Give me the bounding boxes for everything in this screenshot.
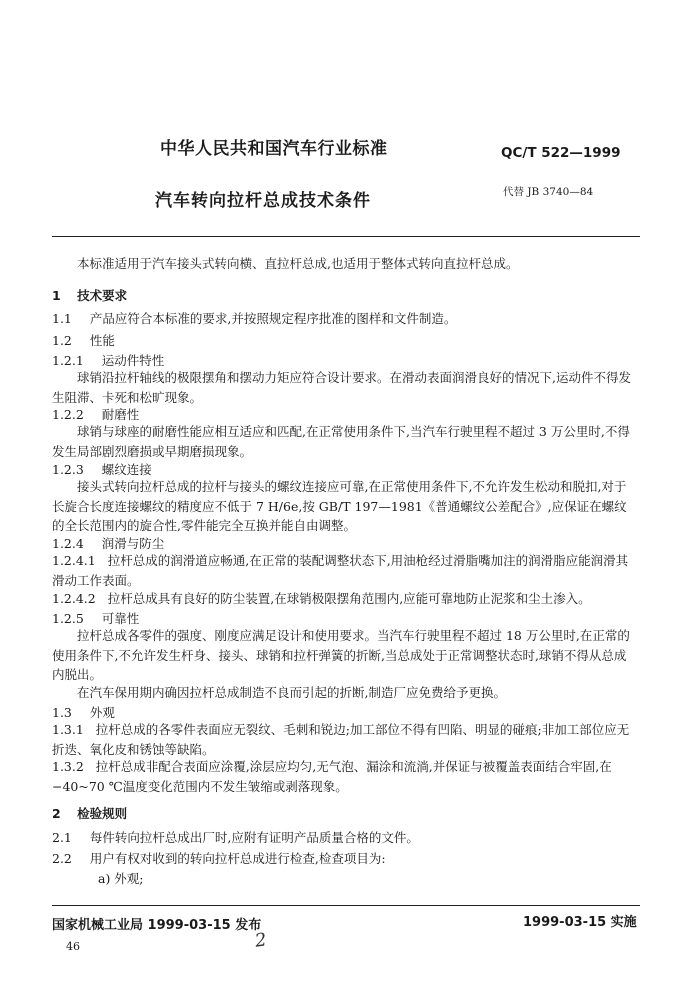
clause-2-1 [52, 828, 419, 847]
clause-number: 1.2.4 [52, 536, 84, 551]
clause-title: 运动件特性 [101, 353, 165, 368]
clause-number: 1.2 [52, 333, 72, 348]
clause-1-2-5-paragraph-2: 在汽车保用期内确因拉杆总成制造不良而引起的折断,制造厂应免费给予更换。 [77, 685, 506, 700]
section-1-heading [52, 286, 127, 305]
publisher-line: 国家机械工业局 1999-03-15 发布 [52, 918, 262, 933]
section-2-heading [52, 804, 127, 823]
clause-title: 外观 [89, 705, 115, 720]
replaces-note: 代替 JB 3740—84 [503, 186, 594, 198]
clause-number: 1.2.2 [52, 407, 84, 422]
footer-rule [52, 905, 640, 906]
clause-number: 1.3.1 [52, 722, 84, 737]
clause-number: 1.3.2 [52, 759, 84, 774]
clause-number: 1.2.1 [52, 353, 84, 368]
org-title: 中华人民共和国汽车行业标准 [160, 139, 388, 159]
clause-number: 1.1 [52, 311, 72, 326]
standard-number: QC/T 522—1999 [501, 145, 621, 161]
clause-title: 可靠性 [101, 611, 140, 626]
clause-1-2-5-paragraph-1: 拉杆总成各零件的强度、刚度应满足设计和使用要求。当汽车行驶里程不超过 18 万公里时,在正常的使用条件下,不允许发生杆身、接头、球销和拉杆弹簧的折断,当总成处于正常调整状态时,球销不得从总成内脱出。 [52, 628, 630, 682]
clause-1-1 [52, 309, 456, 328]
page-number: 46 [66, 940, 80, 953]
clause-2-2 [52, 849, 386, 868]
clause-number: 1.2.5 [52, 611, 84, 626]
list-item-a: a) 外观; [98, 871, 144, 886]
clause-1-2-1-text: 球销沿拉杆轴线的极限摆角和摆动力矩应符合设计要求。在滑动表面润滑良好的情况下,运动件不得发生阻滞、卡死和松旷现象。 [52, 370, 631, 405]
clause-number: 2.1 [52, 830, 72, 845]
intro-paragraph: 本标准适用于汽车接头式转向横、直拉杆总成,也适用于整体式转向直拉杆总成。 [77, 256, 519, 271]
clause-1-3-2 [52, 757, 637, 796]
clause-1-3-1 [52, 720, 637, 759]
clause-title: 耐磨性 [101, 407, 140, 422]
document-title: 汽车转向拉杆总成技术条件 [155, 191, 371, 211]
section-2-title: 检验规则 [77, 806, 128, 821]
clause-1-2-4-1 [52, 551, 637, 590]
clause-text: 拉杆总成具有良好的防尘装置,在球销极限摆角范围内,应能可靠地防止泥浆和尘土渗入。 [107, 591, 591, 606]
handwritten-mark: 2 [253, 929, 268, 952]
clause-title: 性能 [89, 333, 115, 348]
clause-1-2-2-text: 球销与球座的耐磨性能应相互适应和匹配,在正常使用条件下,当汽车行驶里程不超过 3 万公里时,不得发生局部剧烈磨损或早期磨损现象。 [52, 424, 630, 459]
clause-number: 1.3 [52, 705, 72, 720]
section-1-title: 技术要求 [77, 288, 128, 303]
clause-title: 螺纹连接 [101, 462, 152, 477]
clause-1-2-3-text: 接头式转向拉杆总成的拉杆与接头的螺纹连接应可靠,在正常使用条件下,不允许发生松动和脱扣,对于长旋合长度连接螺纹的精度应不低于 7 H/6e,按 GB/T 197—1981《普通螺纹公差配合》,应保证在螺纹的全长范围内的旋合性,零件能完全互换并能自由调整。 [52, 479, 627, 533]
header-rule [52, 236, 640, 237]
clause-number: 2.2 [52, 851, 72, 866]
clause-text: 产品应符合本标准的要求,并按照规定程序批准的图样和文件制造。 [89, 311, 457, 326]
clause-1-2 [52, 331, 115, 350]
clause-title: 润滑与防尘 [101, 536, 165, 551]
clause-text: 每件转向拉杆总成出厂时,应附有证明产品质量合格的文件。 [89, 830, 419, 845]
clause-1-2-4-2 [52, 589, 637, 609]
clause-number: 1.2.3 [52, 462, 84, 477]
clause-text: 拉杆总成的润滑道应畅通,在正常的装配调整状态下,用油枪经过滑脂嘴加注的润滑脂应能润滑其滑动工作表面。 [52, 553, 629, 588]
clause-number: 1.2.4.2 [52, 591, 96, 606]
effective-date: 1999-03-15 实施 [523, 915, 637, 930]
section-2-number: 2 [52, 806, 61, 821]
clause-text: 用户有权对收到的转向拉杆总成进行检查,检查项目为: [89, 851, 386, 866]
clause-text: 拉杆总成非配合表面应涂覆,涂层应均匀,无气泡、漏涂和流淌,并保证与被覆盖表面结合牢固,在 −40~70 ℃温度变化范围内不发生皱缩或剥落现象。 [52, 759, 612, 794]
section-1-number: 1 [52, 288, 61, 303]
clause-number: 1.2.4.1 [52, 553, 96, 568]
clause-text: 拉杆总成的各零件表面应无裂纹、毛刺和锐边;加工部位不得有凹陷、明显的碰痕;非加工部位应无折迭、氧化皮和锈蚀等缺陷。 [52, 722, 630, 757]
